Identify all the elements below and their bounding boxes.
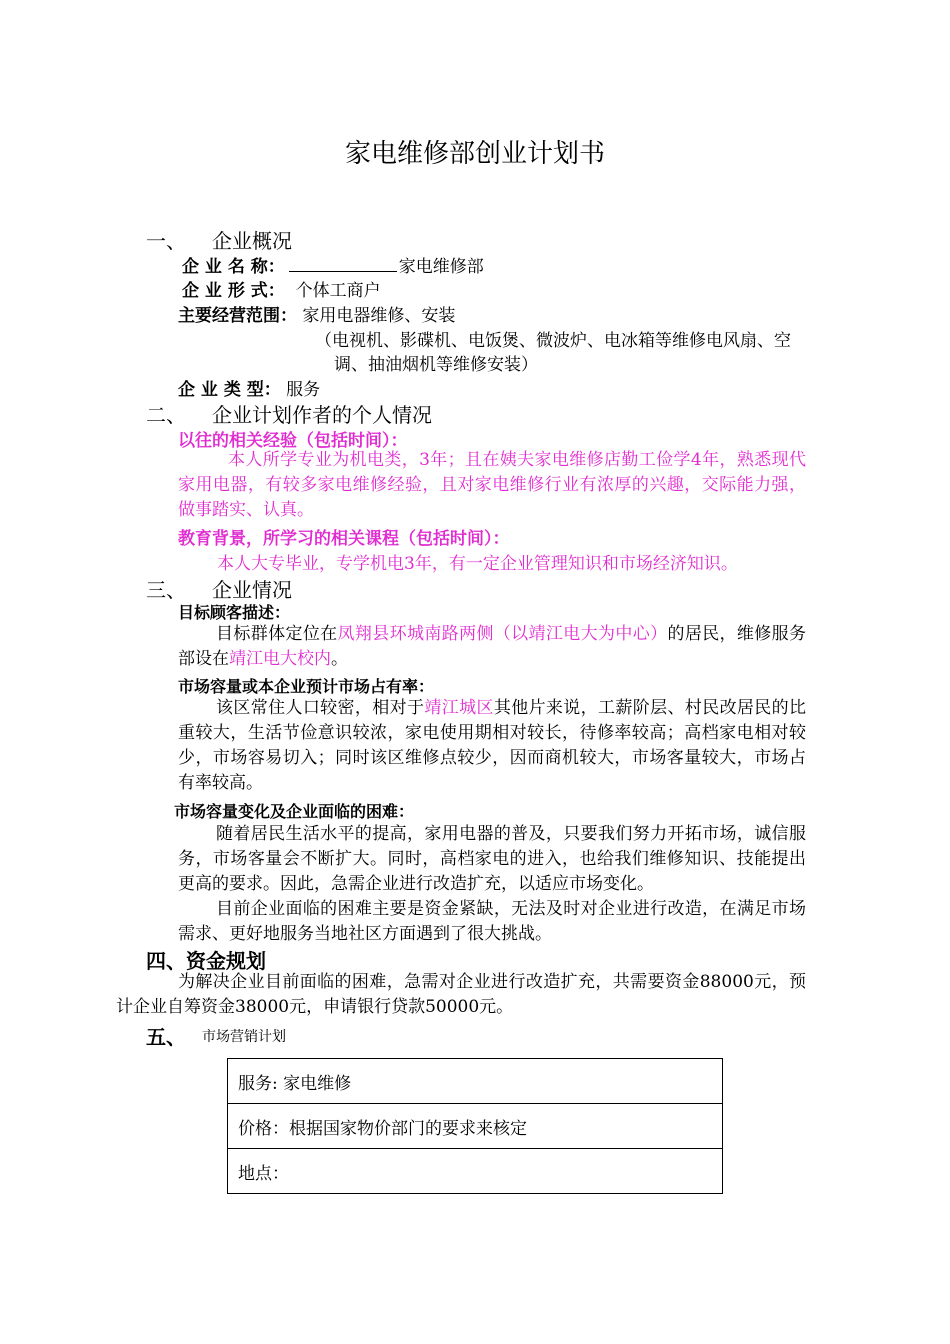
table-row (228, 1104, 723, 1149)
business-scope-row (178, 301, 455, 326)
location-cell: 地点： (228, 1149, 723, 1194)
section-2-number: 二、 (146, 403, 186, 427)
market-capacity-label: 市场容量或本企业预计市场占有率： (178, 677, 435, 696)
page-title: 家电维修部创业计划书 (344, 139, 605, 169)
service-cell: 服务: 家电维修 (228, 1059, 723, 1104)
business-scope-value: 家用电器维修、安装 (302, 306, 456, 326)
company-type-value: 服务 (286, 380, 321, 400)
company-name-row (182, 252, 484, 277)
section-1-number: 一、 (146, 229, 186, 253)
name-underline (289, 255, 397, 272)
education-text: 本人大专毕业，专学机电3年，有一定企业管理知识和市场经济知识。 (217, 554, 738, 574)
city-area-highlight: 靖江城区 (424, 698, 494, 718)
business-scope-detail-2: 调、抽油烟机等维修安装） (334, 355, 538, 375)
business-scope-detail-1: （电视机、影碟机、电饭煲、微波炉、电冰箱等维修电风扇、空 (315, 331, 791, 351)
service-location-highlight: 靖江电大校内 (229, 649, 331, 669)
section-3-number: 三、 (146, 578, 186, 602)
company-type-row (178, 375, 320, 400)
business-scope-label: 主要经营范围： (178, 306, 297, 326)
experience-label: 以往的相关经验（包括时间）： (178, 431, 408, 451)
section-1-heading: 企业概况 (212, 229, 292, 253)
table-row (228, 1149, 723, 1194)
section-2-heading: 企业计划作者的个人情况 (212, 403, 432, 427)
company-name-value: 家电维修部 (398, 257, 484, 277)
market-text-part: 其他片来说，工薪阶层、村民改居民的比重较大，生活节俭意识较浓，家电使用期相对较长，待修率较高；高档家电相对较少，市场容易切入；同时该区维修点较少，因而商机较大，市场客量较大，市场占有率较高。 (178, 698, 807, 793)
company-name-label: 企 业 名 称： (182, 257, 285, 277)
target-text-part: 。 (331, 649, 348, 669)
marketing-plan-table (227, 1058, 723, 1194)
price-cell: 价格：根据国家物价部门的要求来核定 (228, 1104, 723, 1149)
section-3-heading: 企业情况 (212, 578, 292, 602)
table-row (228, 1059, 723, 1104)
experience-text: 本人所学专业为机电类，3年；且在姨夫家电维修店勤工俭学4年，熟悉现代家用电器，有较多家电维修经验，且对家电维修行业有浓厚的兴趣，交际能力强，做事踏实、认真。 (178, 450, 806, 520)
market-change-text-2: 目前企业面临的困难主要是资金紧缺，无法及时对企业进行改造，在满足市场需求、更好地服务当地社区方面遇到了很大挑战。 (178, 899, 806, 944)
target-location-highlight: 凤翔县环城南路两侧（以靖江电大为中心） (337, 624, 668, 644)
funding-text: 为解决企业目前面临的困难，急需对企业进行改造扩充，共需要资金88000元，预计企业自筹资金38000元，申请银行贷款50000元。 (116, 972, 806, 1017)
company-type-label: 企 业 类 型： (178, 380, 281, 400)
market-change-label: 市场容量变化及企业面临的困难： (174, 802, 415, 821)
target-text-part: 目标群体定位在 (216, 624, 338, 644)
target-customer-text (178, 622, 806, 672)
company-form-label: 企 业 形 式： (182, 281, 285, 301)
target-customer-label: 目标顾客描述： (178, 603, 291, 622)
section-4-heading: 四、资金规划 (146, 949, 266, 973)
target-text-part: 的居民，维修服务部设在 (178, 624, 807, 669)
section-5-heading: 市场营销计划 (202, 1029, 286, 1045)
education-label: 教育背景，所学习的相关课程（包括时间）： (178, 529, 510, 549)
company-form-row (182, 276, 381, 301)
market-change-text-1: 随着居民生活水平的提高，家用电器的普及，只要我们努力开拓市场，诚信服务，市场客量会不断扩大。同时，高档家电的进入，也给我们维修知识、技能提出更高的要求。因此，急需企业进行改造扩充，以适应市场变化。 (178, 824, 806, 894)
company-form-value: 个体工商户 (295, 281, 381, 301)
market-text-part: 该区常住人口较密，相对于 (216, 698, 425, 718)
section-5-number: 五、 (146, 1025, 186, 1049)
market-capacity-text (178, 696, 806, 796)
